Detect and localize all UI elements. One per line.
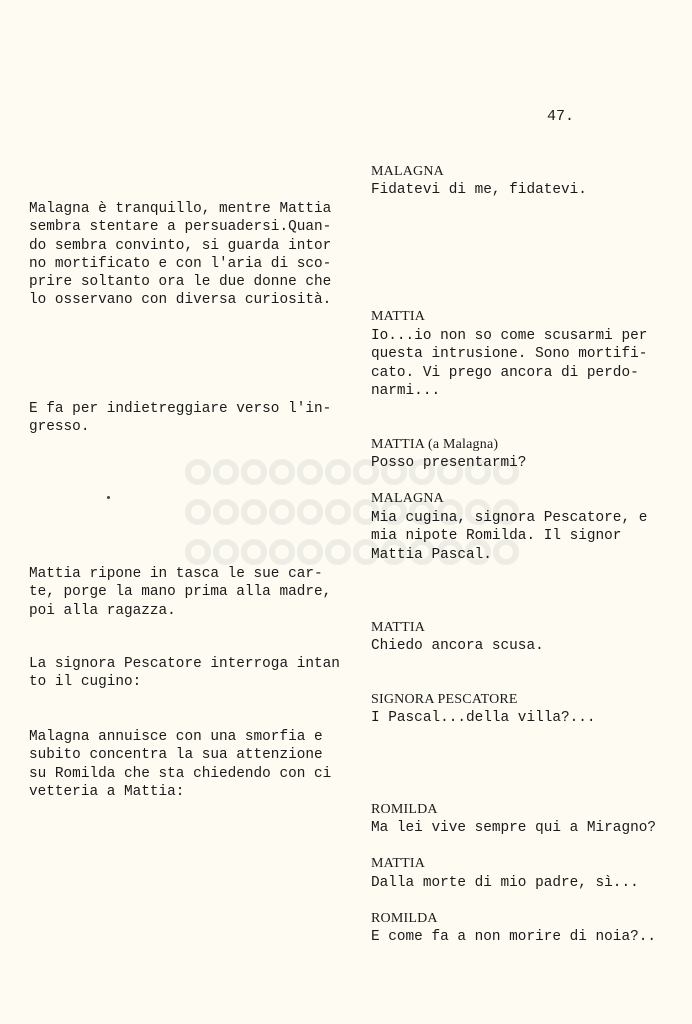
dialogue-line: Io...io non so come scusarmi per questa intrusione. Sono mortifi- cato. Vi prego ancora di perdo- narmi... [371, 328, 648, 399]
ink-dot [107, 496, 110, 499]
dialogue-line: E come fa a non morire di noia?.. [371, 929, 656, 945]
speaker-name: MATTIA [371, 309, 426, 324]
dialogue-line: Ma lei vive sempre qui a Miragno? [371, 820, 656, 836]
speaker-name: SIGNORA PESCATORE [371, 692, 518, 707]
dialogue-line: Chiedo ancora scusa. [371, 638, 544, 654]
speaker-name: ROMILDA [371, 911, 438, 926]
stage-direction: Malagna è tranquillo, mentre Mattia sembra stentare a persuadersi.Quan- do sembra convinto, si guarda intor no mortificato e con l'aria di sco- prire soltanto ora le due donne che lo osservano con diversa curiosità. [29, 201, 332, 309]
stage-direction: E fa per indietreggiare verso l'in- gresso. [29, 401, 332, 436]
dialogue-line: Posso presentarmi? [371, 455, 527, 471]
speaker-name: MALAGNA [371, 164, 444, 179]
dialogue-line: I Pascal...della villa?... [371, 710, 596, 726]
dialogue-line: Mia cugina, signora Pescatore, e mia nipote Romilda. Il signor Mattia Pascal. [371, 510, 648, 563]
speaker-name: MATTIA [371, 856, 426, 871]
dialogue-line: Dalla morte di mio padre, sì... [371, 875, 639, 891]
dialogue-line: Fidatevi di me, fidatevi. [371, 182, 587, 198]
speaker-name: MALAGNA [371, 491, 444, 506]
speaker-name: MATTIA (a Malagna) [371, 437, 499, 452]
speaker-name: MATTIA [371, 620, 426, 635]
stage-direction: Malagna annuisce con una smorfia e subito concentra la sua attenzione su Romilda che sta chiedendo con ci vetteria a Mattia: [29, 729, 332, 800]
stage-direction: La signora Pescatore interroga intan to il cugino: [29, 656, 340, 691]
page-number: 47. [547, 108, 575, 125]
stage-direction: Mattia ripone in tasca le sue car- te, porge la mano prima alla madre, poi alla ragazza. [29, 566, 332, 619]
speaker-name: ROMILDA [371, 802, 438, 817]
